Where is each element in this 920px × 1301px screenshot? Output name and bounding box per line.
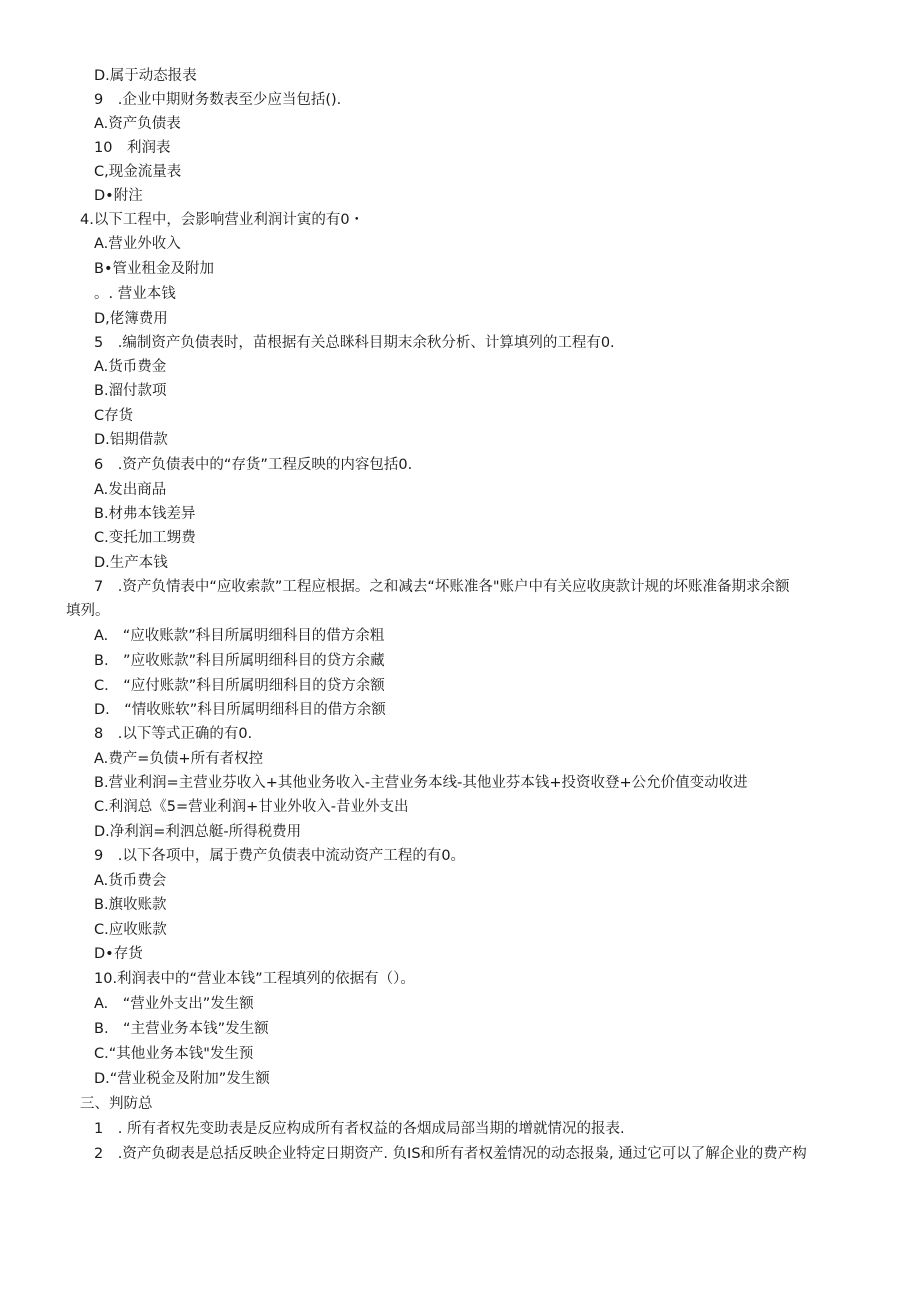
option-line: A.资产负债表 xyxy=(94,116,181,132)
option-line: C. “应付账款”科目所属明细科目的贷方余额 xyxy=(94,678,385,694)
option-line: D. “情收账软”科目所属明细科目的借方余额 xyxy=(94,702,386,718)
option-line: D,佬簿费用 xyxy=(94,311,168,327)
section-heading: 三、判防总 xyxy=(80,1096,153,1112)
option-line: C存货 xyxy=(94,408,134,424)
option-line: D•附注 xyxy=(94,188,143,204)
question-line: 8 .以下等式正确的有0. xyxy=(94,726,253,742)
option-line: A.费产=负债+所有者权控 xyxy=(94,751,264,767)
option-line: C.变托加工甥费 xyxy=(94,530,196,546)
option-line: B. “主营业务本钱”发生额 xyxy=(94,1021,269,1037)
option-line: A.发出商品 xyxy=(94,482,167,498)
option-line: C.“其他业务本钱"发生预 xyxy=(94,1046,254,1062)
option-line: A.营业外收入 xyxy=(94,236,181,252)
question-line: 6 .资产负债表中的“存货”工程反映的内容包括0. xyxy=(94,457,413,473)
option-line: B.旗收账款 xyxy=(94,897,167,913)
statement-line: 2 .资产负砌表是总括反映企业特定日期资产. 负IS和所有者权羞情况的动态报枭, 通过它可以了解企业的费产构 xyxy=(94,1146,807,1162)
option-line: 。. 营业本钱 xyxy=(94,286,176,302)
option-line: A. “营业外支出”发生额 xyxy=(94,996,254,1012)
option-line: A. “应收账款”科目所属明细科目的借方余粗 xyxy=(94,628,385,644)
option-line: B. ”应收账款”科目所属明细科目的贷方余藏 xyxy=(94,653,385,669)
question-line: 9 .以下各项中，属于费产负债表中流动资产工程的有0。 xyxy=(94,848,466,864)
question-line: 4.以下工程中，会影响营业利润计寅的有0・ xyxy=(80,212,365,228)
option-line: B.材弗本钱差异 xyxy=(94,506,196,522)
option-line: D.“营业税金及附加”发生额 xyxy=(94,1071,270,1087)
option-line: D.属于动态报表 xyxy=(94,68,197,84)
question-line: 5 .编制资产负债表时，苗根据有关总眯科目期末余秋分析、计算填列的工程有0. xyxy=(94,335,615,351)
option-line: A.货币费金 xyxy=(94,359,167,375)
question-line: 10.利润表中的“营业本钱”工程填列的依据有（）。 xyxy=(94,971,415,987)
statement-line: 1 . 所有者权先变助表是反应构成所有者权益的各烟成局部当期的增就情况的报表. xyxy=(94,1121,625,1137)
option-line: 10 利润表 xyxy=(94,140,171,156)
continuation-line: 填列。 xyxy=(66,603,110,619)
option-line: C.应收账款 xyxy=(94,922,167,938)
option-line: B.溜付款项 xyxy=(94,383,167,399)
option-line: D.净利润=利泗总艇-所得税费用 xyxy=(94,824,302,840)
option-line: B.营业利润=主营业芬收入+其他业务收入-主营业务本线-其他业芬本钱+投资收登+公允价值变动收进 xyxy=(94,775,748,791)
option-line: D.铝期借款 xyxy=(94,432,168,448)
option-line: A.货币费会 xyxy=(94,873,167,889)
option-line: D•存货 xyxy=(94,946,143,962)
option-line: C,现金流量表 xyxy=(94,164,182,180)
question-line: 9 .企业中期财务数表至少应当包括(). xyxy=(94,92,342,108)
option-line: C.利润总《5=营业利润+甘业外收入-昔业外支出 xyxy=(94,799,409,815)
option-line: B•管业租金及附加 xyxy=(94,261,214,277)
question-line: 7 .资产负情表中“应收索款”工程应根据。之和减去“坏账准各"账户中有关应收庚款计规的坏账准备期求余额 xyxy=(94,579,790,595)
option-line: D.生产本钱 xyxy=(94,555,168,571)
